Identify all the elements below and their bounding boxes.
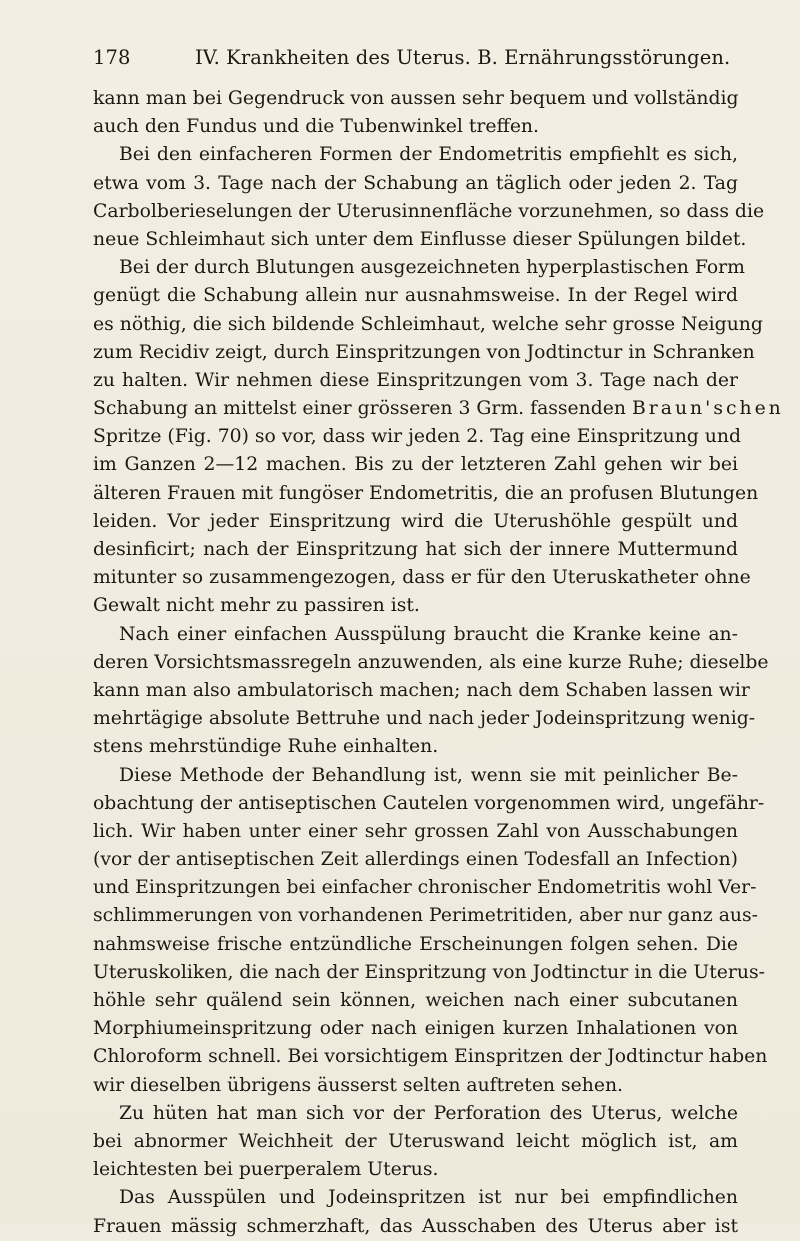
text-line: Morphiumeinspritzung oder nach einigen kurzen Inhalationen von — [93, 1018, 738, 1040]
text-line: desinficirt; nach der Einspritzung hat sich der innere Muttermund — [93, 539, 738, 560]
text-line: auch den Fundus und die Tubenwinkel treffen. — [93, 116, 539, 138]
text-line: zum Recidiv zeigt, durch Einspritzungen von Jodtinctur in Schranken — [93, 341, 755, 363]
spaced-name: Braun'schen — [631, 398, 784, 420]
text-line: nahmsweise frische entzündliche Erscheinungen folgen sehen. Die — [93, 933, 738, 955]
text-line: höhle sehr quälend sein können, weichen nach einer subcutanen — [93, 990, 738, 1011]
text-line: Spritze (Fig. 70) so vor, dass wir jeden 2. Tag eine Einspritzung und — [93, 426, 741, 448]
text-line: wir dieselben übrigens äusserst selten auftreten sehen. — [93, 1074, 624, 1096]
text-line: und Einspritzungen bei einfacher chronischer Endometritis wohl Ver- — [93, 877, 757, 899]
text-line: Das Ausspülen und Jodeinspritzen ist nur bei empfindlichen — [119, 1187, 738, 1209]
text-line: es nöthig, die sich bildende Schleimhaut, welche sehr grosse Neigung — [93, 313, 763, 335]
text-line: zu halten. Wir nehmen diese Einspritzungen vom 3. Tage nach der — [93, 369, 738, 391]
text-line-with-name — [93, 395, 784, 423]
text-line: Chloroform schnell. Bei vorsichtigem Einspritzen der Jodtinctur haben — [93, 1046, 768, 1068]
text-line: leiden. Vor jeder Einspritzung wird die Uterushöhle gespült und — [93, 510, 738, 532]
text-line: älteren Frauen mit fungöser Endometritis, die an profusen Blutungen — [93, 482, 759, 504]
running-title: IV. Krankheiten des Uterus. B. Ernährungsstörungen. — [195, 46, 731, 69]
text-line: bei abnormer Weichheit der Uteruswand leicht möglich ist, am — [93, 1130, 738, 1152]
text-line: im Ganzen 2—12 machen. Bis zu der letzteren Zahl gehen wir bei — [93, 454, 738, 476]
text-line: deren Vorsichtsmassregeln anzuwenden, als eine kurze Ruhe; dieselbe — [93, 651, 769, 673]
text-line: leichtesten bei puerperalem Uterus. — [93, 1159, 439, 1181]
text-line: stens mehrstündige Ruhe einhalten. — [93, 736, 439, 758]
text-line: schlimmerungen von vorhandenen Perimetritiden, aber nur ganz aus- — [93, 905, 759, 927]
page-number: 178 — [93, 46, 131, 69]
text-line: Uteruskoliken, die nach der Einspritzung von Jodtinctur in die Uterus- — [93, 961, 765, 983]
text-line: Zu hüten hat man sich vor der Perforation des Uterus, welche — [119, 1102, 738, 1124]
text-line: etwa vom 3. Tage nach der Schabung an täglich oder jeden 2. Tag — [93, 172, 738, 194]
text-line: Nach einer einfachen Ausspülung braucht die Kranke keine an- — [119, 623, 738, 645]
text-line: Carbolberieselungen der Uterusinnenfläche vorzunehmen, so dass die — [93, 200, 765, 222]
text-line: neue Schleimhaut sich unter dem Einflusse dieser Spülungen bildet. — [93, 228, 747, 250]
text-line: Bei der durch Blutungen ausgezeichneten hyperplastischen Form — [119, 257, 745, 279]
text-line: (vor der antiseptischen Zeit allerdings einen Todesfall an Infection) — [93, 849, 738, 871]
text-line: genügt die Schabung allein nur ausnahmsweise. In der Regel wird — [93, 285, 738, 307]
text-line: lich. Wir haben unter einer sehr grossen Zahl von Ausschabungen — [93, 820, 738, 842]
body-text — [93, 85, 784, 1241]
page-header — [93, 46, 733, 76]
text-segment: Schabung an mittelst einer grösseren 3 Grm. fassenden — [93, 398, 626, 420]
text-line: Frauen mässig schmerzhaft, das Ausschaben des Uterus aber ist — [93, 1215, 738, 1237]
text-line: Bei den einfacheren Formen der Endometritis empfiehlt es sich, — [119, 144, 738, 166]
text-line: kann man also ambulatorisch machen; nach dem Schaben lassen wir — [93, 679, 750, 701]
text-line: mehrtägige absolute Bettruhe und nach jeder Jodeinspritzung wenig- — [93, 708, 756, 730]
text-line: Gewalt nicht mehr zu passiren ist. — [93, 595, 420, 617]
text-line: kann man bei Gegendruck von aussen sehr bequem und vollständig — [93, 88, 739, 109]
text-line: Diese Methode der Behandlung ist, wenn sie mit peinlicher Be- — [119, 764, 738, 786]
text-line: mitunter so zusammengezogen, dass er für den Uteruskatheter ohne — [93, 567, 751, 589]
text-line: obachtung der antiseptischen Cautelen vorgenommen wird, ungefähr- — [93, 792, 765, 814]
